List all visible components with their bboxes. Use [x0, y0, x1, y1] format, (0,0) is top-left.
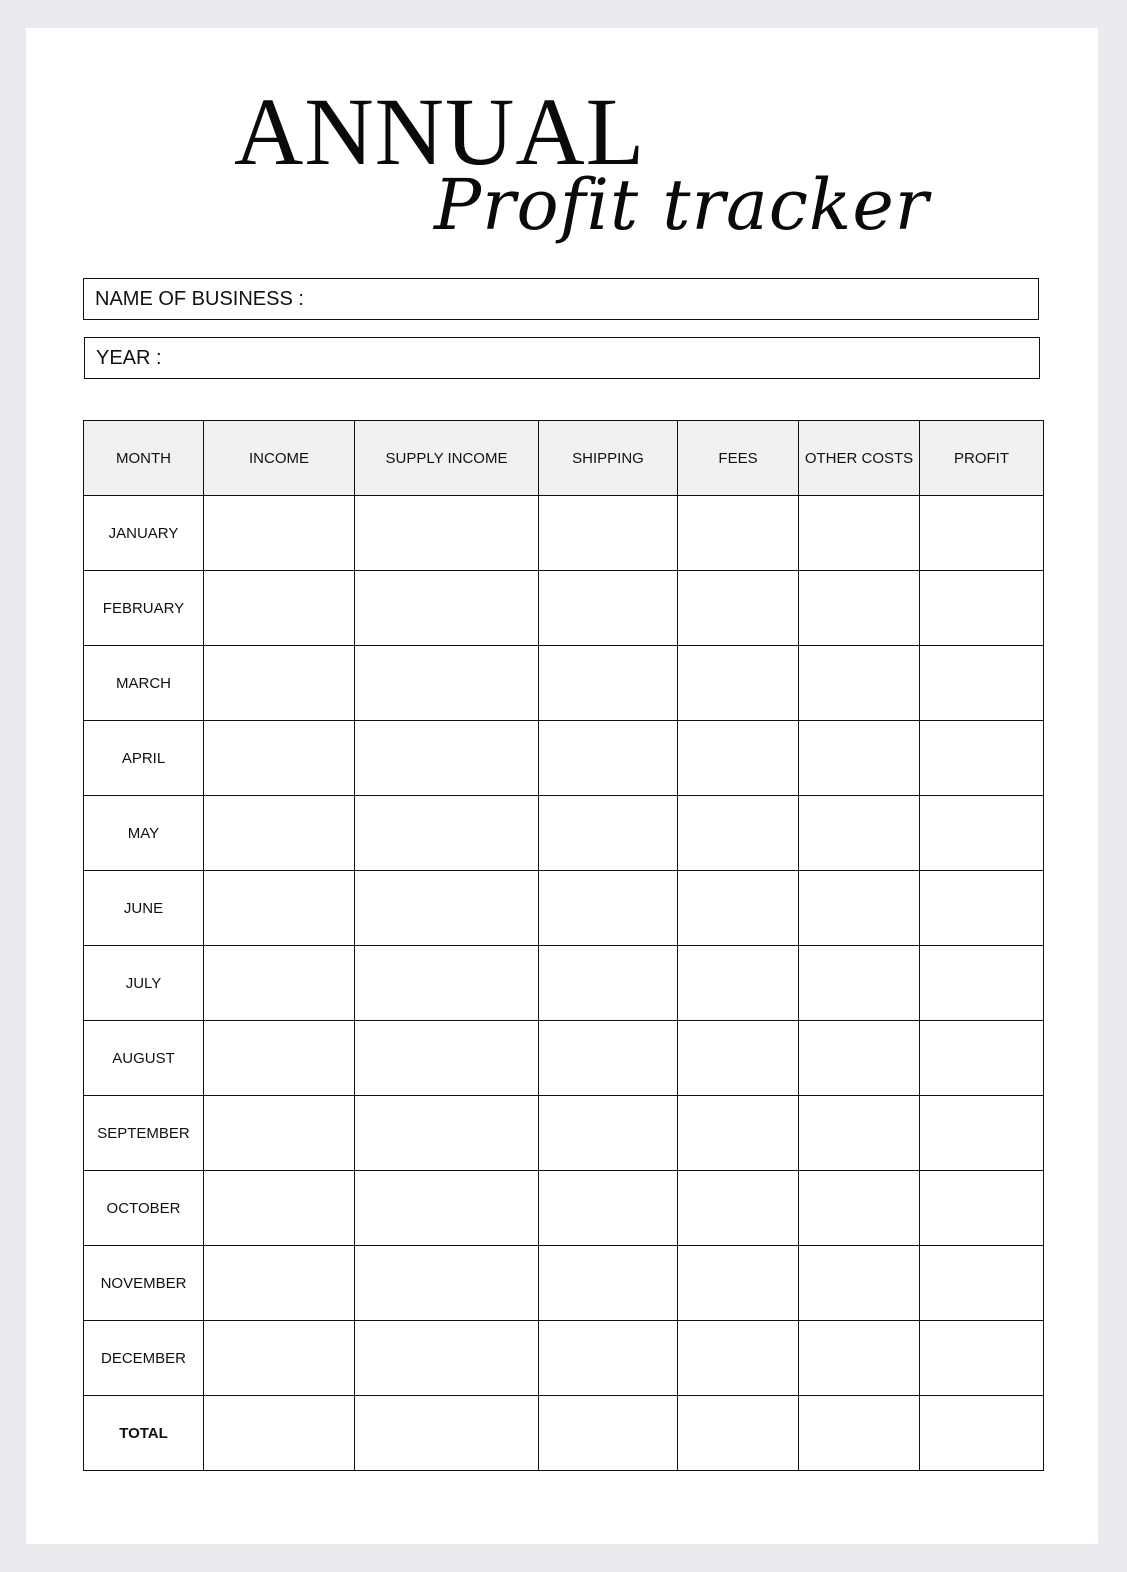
month-label: MAY [84, 796, 204, 871]
other-costs-cell[interactable] [799, 871, 920, 946]
month-label: SEPTEMBER [84, 1096, 204, 1171]
income-cell[interactable] [204, 1021, 355, 1096]
header-fees: FEES [678, 421, 799, 496]
other-costs-cell[interactable] [799, 796, 920, 871]
other-costs-cell[interactable] [799, 1021, 920, 1096]
income-cell[interactable] [204, 1246, 355, 1321]
other-costs-cell[interactable] [799, 1171, 920, 1246]
year-field[interactable] [84, 337, 1040, 379]
income-cell[interactable] [204, 1171, 355, 1246]
income-cell[interactable] [204, 1321, 355, 1396]
total-label: TOTAL [84, 1396, 204, 1471]
table-row [84, 1321, 1044, 1396]
header-other-costs: OTHER COSTS [799, 421, 920, 496]
profit-cell[interactable] [920, 1321, 1044, 1396]
month-label: AUGUST [84, 1021, 204, 1096]
supply-income-cell[interactable] [355, 1096, 539, 1171]
month-label: FEBRUARY [84, 571, 204, 646]
table-row [84, 946, 1044, 1021]
other-costs-cell[interactable] [799, 571, 920, 646]
fees-cell[interactable] [678, 1021, 799, 1096]
profit-cell[interactable] [920, 1396, 1044, 1471]
income-cell[interactable] [204, 646, 355, 721]
year-label: YEAR : [96, 346, 162, 369]
other-costs-cell[interactable] [799, 1096, 920, 1171]
fees-cell[interactable] [678, 1246, 799, 1321]
profit-cell[interactable] [920, 1171, 1044, 1246]
fees-cell[interactable] [678, 1396, 799, 1471]
header-income: INCOME [204, 421, 355, 496]
profit-cell[interactable] [920, 646, 1044, 721]
supply-income-cell[interactable] [355, 1321, 539, 1396]
profit-cell[interactable] [920, 1096, 1044, 1171]
profit-cell[interactable] [920, 496, 1044, 571]
table-row [84, 796, 1044, 871]
shipping-cell[interactable] [539, 571, 678, 646]
profit-cell[interactable] [920, 796, 1044, 871]
month-label: MARCH [84, 646, 204, 721]
income-cell[interactable] [204, 496, 355, 571]
header-supply-income: SUPPLY INCOME [355, 421, 539, 496]
business-name-label: NAME OF BUSINESS : [95, 287, 304, 310]
income-cell[interactable] [204, 946, 355, 1021]
table-row [84, 1096, 1044, 1171]
table-row [84, 871, 1044, 946]
fees-cell[interactable] [678, 871, 799, 946]
month-label: JUNE [84, 871, 204, 946]
shipping-cell[interactable] [539, 796, 678, 871]
month-label: JULY [84, 946, 204, 1021]
other-costs-cell[interactable] [799, 496, 920, 571]
income-cell[interactable] [204, 721, 355, 796]
other-costs-cell[interactable] [799, 1396, 920, 1471]
month-label: APRIL [84, 721, 204, 796]
fees-cell[interactable] [678, 796, 799, 871]
supply-income-cell[interactable] [355, 1396, 539, 1471]
profit-cell[interactable] [920, 1021, 1044, 1096]
supply-income-cell[interactable] [355, 571, 539, 646]
fees-cell[interactable] [678, 946, 799, 1021]
other-costs-cell[interactable] [799, 946, 920, 1021]
shipping-cell[interactable] [539, 646, 678, 721]
income-cell[interactable] [204, 796, 355, 871]
business-name-field[interactable] [83, 278, 1039, 320]
supply-income-cell[interactable] [355, 721, 539, 796]
profit-cell[interactable] [920, 946, 1044, 1021]
income-cell[interactable] [204, 1096, 355, 1171]
fees-cell[interactable] [678, 571, 799, 646]
profit-cell[interactable] [920, 1246, 1044, 1321]
supply-income-cell[interactable] [355, 1246, 539, 1321]
income-cell[interactable] [204, 1396, 355, 1471]
table-header-row [84, 421, 1044, 496]
table-row [84, 646, 1044, 721]
fees-cell[interactable] [678, 721, 799, 796]
tracker-page [26, 28, 1098, 1544]
profit-cell[interactable] [920, 571, 1044, 646]
shipping-cell[interactable] [539, 1096, 678, 1171]
header-shipping: SHIPPING [539, 421, 678, 496]
month-label: OCTOBER [84, 1171, 204, 1246]
table-row [84, 721, 1044, 796]
other-costs-cell[interactable] [799, 1321, 920, 1396]
fees-cell[interactable] [678, 496, 799, 571]
header-profit: PROFIT [920, 421, 1044, 496]
table-row [84, 1246, 1044, 1321]
table-row [84, 496, 1044, 571]
shipping-cell[interactable] [539, 946, 678, 1021]
other-costs-cell[interactable] [799, 1246, 920, 1321]
other-costs-cell[interactable] [799, 721, 920, 796]
table-row [84, 1021, 1044, 1096]
page-subtitle: Profit tracker [434, 164, 930, 246]
shipping-cell[interactable] [539, 721, 678, 796]
supply-income-cell[interactable] [355, 496, 539, 571]
table-row [84, 1171, 1044, 1246]
table-row [84, 571, 1044, 646]
supply-income-cell[interactable] [355, 871, 539, 946]
shipping-cell[interactable] [539, 1171, 678, 1246]
supply-income-cell[interactable] [355, 646, 539, 721]
month-label: JANUARY [84, 496, 204, 571]
page-title: ANNUAL [234, 78, 646, 185]
shipping-cell[interactable] [539, 1321, 678, 1396]
income-cell[interactable] [204, 571, 355, 646]
fees-cell[interactable] [678, 646, 799, 721]
total-row [84, 1396, 1044, 1471]
fees-cell[interactable] [678, 1171, 799, 1246]
fees-cell[interactable] [678, 1096, 799, 1171]
other-costs-cell[interactable] [799, 646, 920, 721]
shipping-cell[interactable] [539, 496, 678, 571]
shipping-cell[interactable] [539, 1396, 678, 1471]
profit-cell[interactable] [920, 721, 1044, 796]
income-cell[interactable] [204, 871, 355, 946]
shipping-cell[interactable] [539, 1246, 678, 1321]
fees-cell[interactable] [678, 1321, 799, 1396]
supply-income-cell[interactable] [355, 946, 539, 1021]
profit-cell[interactable] [920, 871, 1044, 946]
header-month: MONTH [84, 421, 204, 496]
profit-table [83, 420, 1044, 1471]
supply-income-cell[interactable] [355, 796, 539, 871]
shipping-cell[interactable] [539, 871, 678, 946]
month-label: DECEMBER [84, 1321, 204, 1396]
supply-income-cell[interactable] [355, 1021, 539, 1096]
month-label: NOVEMBER [84, 1246, 204, 1321]
shipping-cell[interactable] [539, 1021, 678, 1096]
supply-income-cell[interactable] [355, 1171, 539, 1246]
